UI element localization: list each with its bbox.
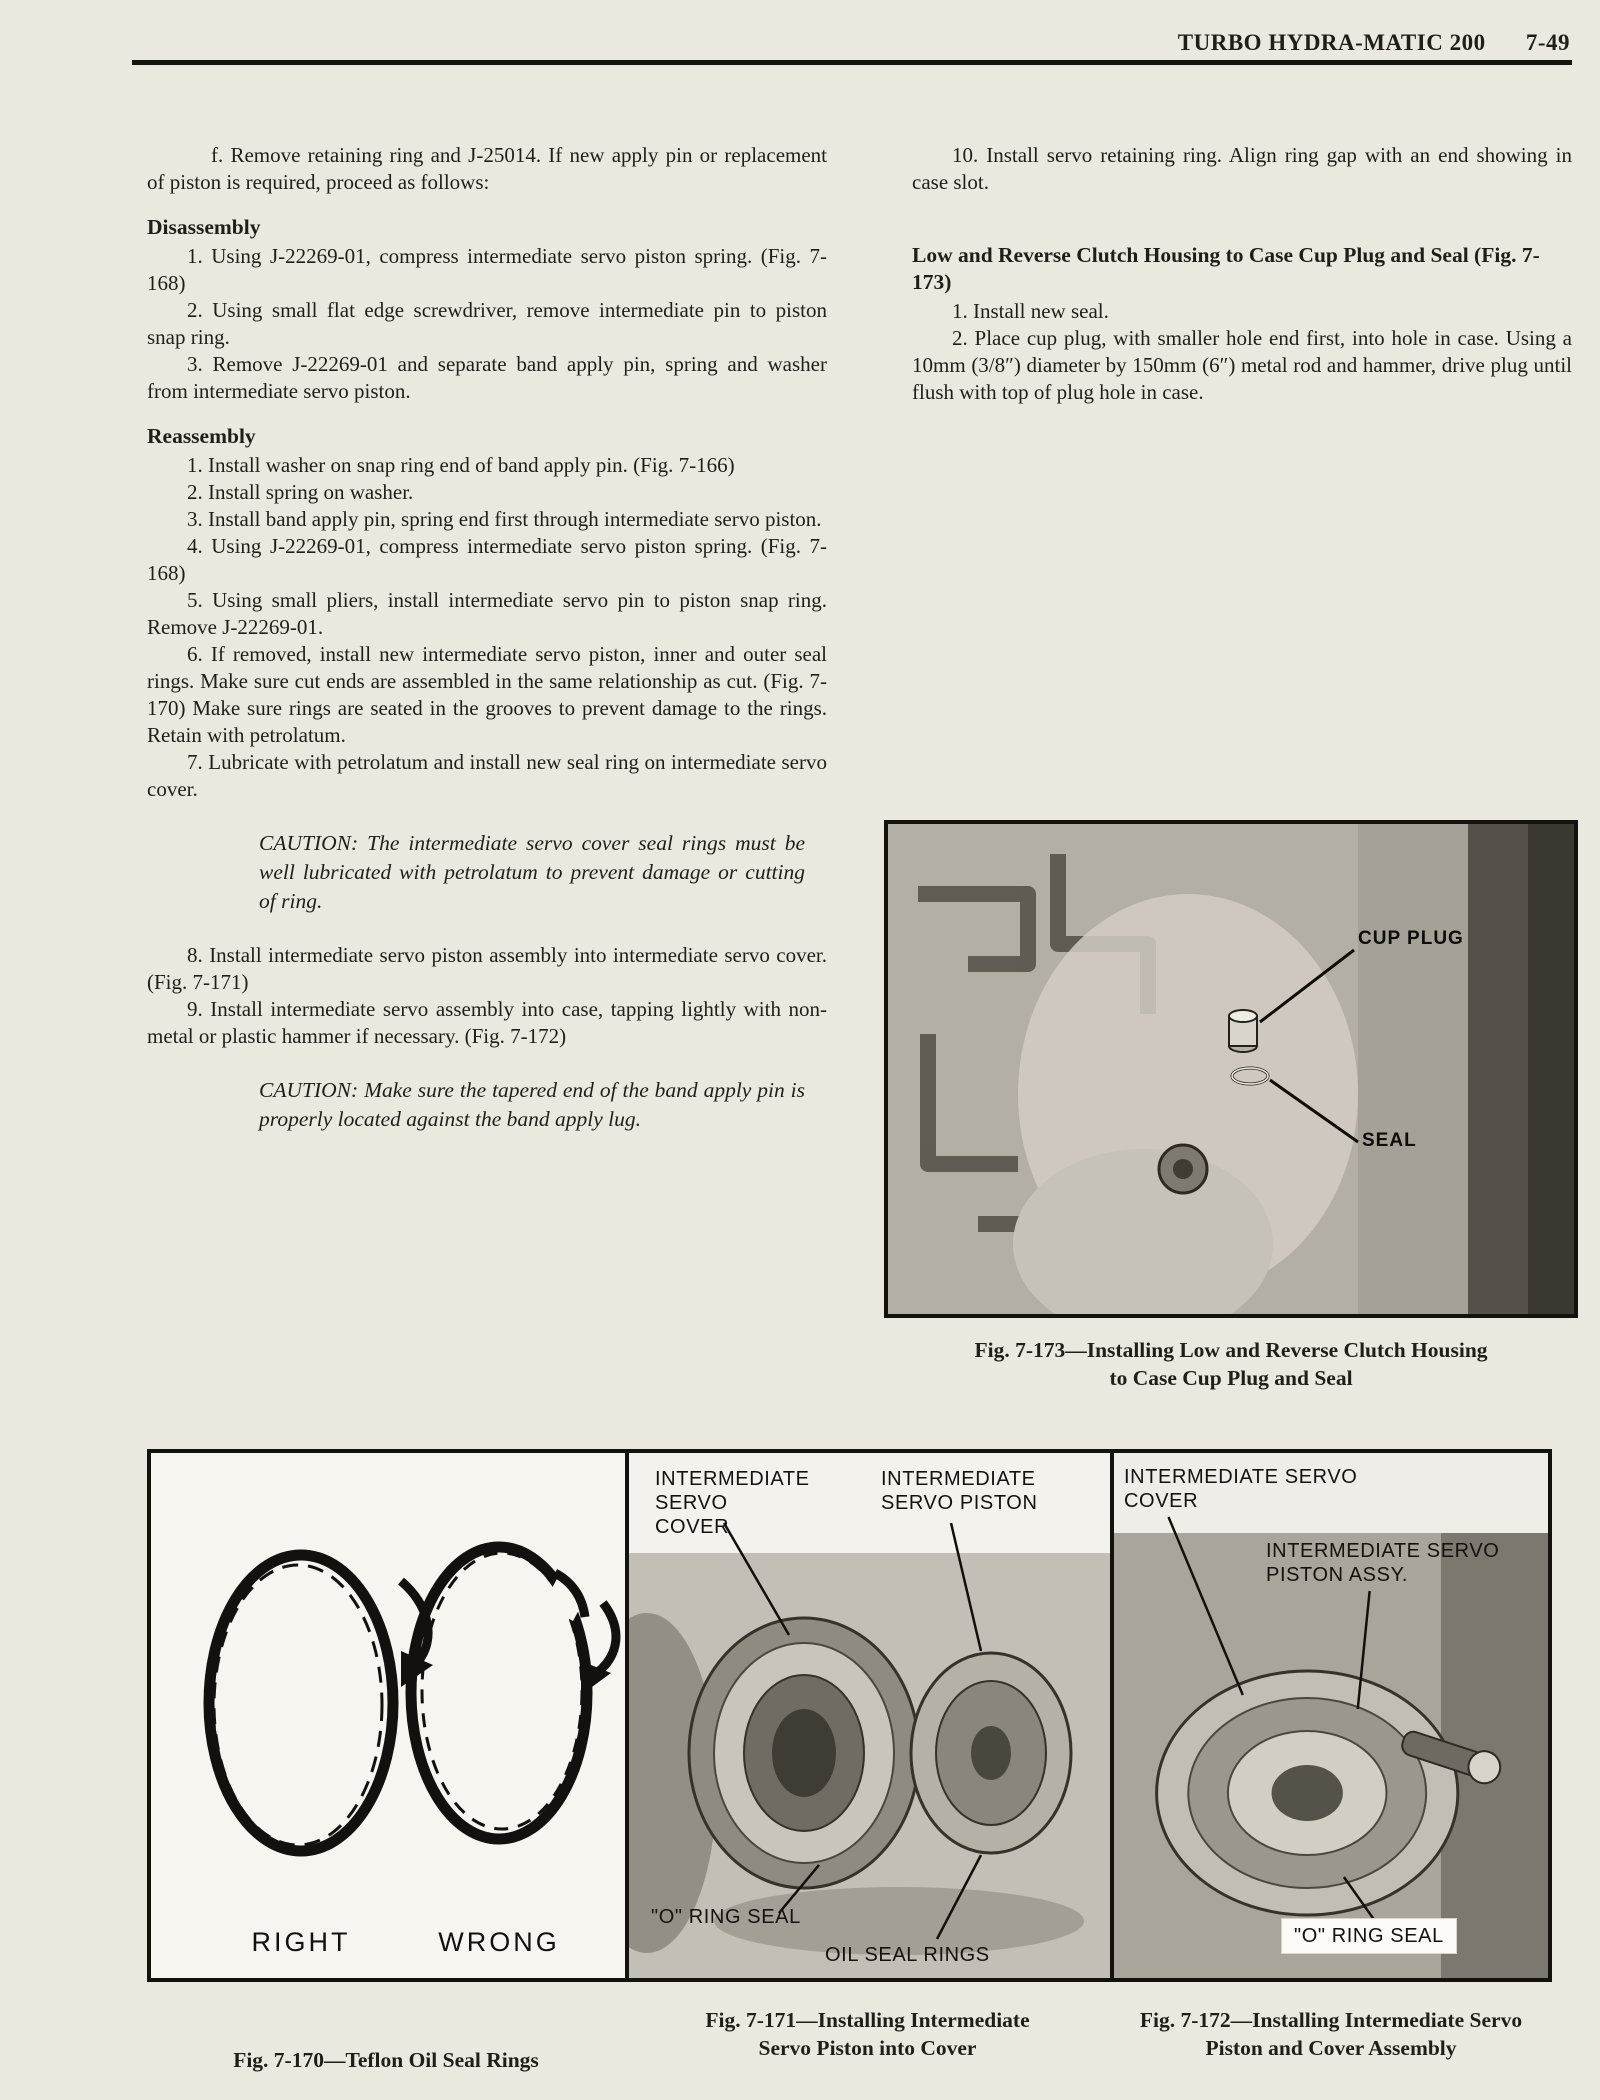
figure-7-171 [629,1453,1114,1978]
intermediate-servo-cover-label: INTERMEDIATE SERVO COVER [655,1468,810,1538]
reassembly-step: 8. Install intermediate servo piston assembly into intermediate servo cover. (Fig. 7-171) [147,943,827,994]
page-number: 7-49 [1525,30,1570,55]
right-column [912,142,1572,406]
intermediate-servo-cover-label: INTERMEDIATE SERVO COVER [1124,1466,1358,1512]
left-column [147,142,827,1160]
reassembly-step: 4. Using J-22269-01, compress intermediate servo piston spring. (Fig. 7-168) [147,534,827,585]
right-label: RIGHT [251,1927,351,1957]
step-10: 10. Install servo retaining ring. Align ring gap with an end showing in case slot. [912,143,1572,194]
cup-plug-label: CUP PLUG [1358,928,1464,949]
fig170-drawing [151,1453,625,1978]
fig172-photo [1114,1453,1548,1978]
o-ring-seal-label: "O" RING SEAL [651,1906,801,1928]
section-step: 1. Install new seal. [952,299,1109,323]
disassembly-step: 1. Using J-22269-01, compress intermediate servo piston spring. (Fig. 7-168) [147,244,827,295]
reassembly-step: 9. Install intermediate servo assembly into case, tapping lightly with non-metal or plastic hammer if necessary. (Fig. 7-172) [147,997,827,1048]
fig173-caption: Fig. 7-173—Installing Low and Reverse Clutch Housing to Case Cup Plug and Seal [974,1338,1488,1390]
page-header-title: TURBO HYDRA-MATIC 200 [1177,30,1486,55]
intermediate-servo-piston-assy-label: INTERMEDIATE SERVO PISTON ASSY. [1266,1540,1500,1586]
oil-seal-rings-label: OIL SEAL RINGS [825,1944,990,1966]
page-header [1178,30,1570,56]
fig173-photo [888,824,1574,1314]
reassembly-step: 7. Lubricate with petrolatum and install new seal ring on intermediate servo cover. [147,750,827,801]
bottom-figure-strip [147,1449,1552,1982]
disassembly-step: 3. Remove J-22269-01 and separate band apply pin, spring and washer from intermediate servo piston. [147,352,827,403]
header-rule [132,60,1572,65]
reassembly-step: 3. Install band apply pin, spring end first through intermediate servo piston. [187,507,822,531]
reassembly-step: 6. If removed, install new intermediate servo piston, inner and outer seal rings. Make sure cut ends are assembled in the same relationship as cut. (Fig. 7-170) Make sure rings are seated in the grooves to prevent damage to the rings. Retain with petrolatum. [147,642,827,747]
section-step: 2. Place cup plug, with smaller hole end first, into hole in case. Using a 10mm (3/8″) diameter by 150mm (6″) metal rod and hammer, drive plug until flush with top of plug hole in case. [912,326,1572,404]
caution-note: CAUTION: Make sure the tapered end of the band apply pin is properly located against the band apply lug. [259,1078,805,1131]
figure-7-172 [1114,1453,1548,1978]
figure-7-173 [884,820,1578,1318]
o-ring-seal-label: "O" RING SEAL [1282,1919,1456,1953]
fig170-caption: Fig. 7-170—Teflon Oil Seal Rings [233,2048,539,2072]
fig171-caption: Fig. 7-171—Installing Intermediate Servo Piston into Cover [705,2008,1030,2060]
reassembly-step: 5. Using small pliers, install intermediate servo pin to piston snap ring. Remove J-22269-01. [147,588,827,639]
disassembly-step: 2. Using small flat edge screwdriver, remove intermediate pin to piston snap ring. [147,298,827,349]
reassembly-step: 1. Install washer on snap ring end of band apply pin. (Fig. 7-166) [187,453,735,477]
intermediate-servo-piston-label: INTERMEDIATE SERVO PISTON [881,1468,1038,1514]
disassembly-heading: Disassembly [147,215,261,239]
intro-paragraph: f. Remove retaining ring and J-25014. If new apply pin or replacement of piston is required, proceed as follows: [147,143,827,194]
section-heading: Low and Reverse Clutch Housing to Case Cup Plug and Seal (Fig. 7-173) [912,243,1540,294]
reassembly-step: 2. Install spring on washer. [187,480,414,504]
figure-7-170 [151,1453,629,1978]
caution-note: CAUTION: The intermediate servo cover seal rings must be well lubricated with petrolatum to prevent damage or cutting of ring. [259,831,805,913]
reassembly-heading: Reassembly [147,424,256,448]
seal-label: SEAL [1362,1130,1417,1151]
wrong-label: WRONG [438,1927,560,1957]
fig172-caption: Fig. 7-172—Installing Intermediate Servo Piston and Cover Assembly [1139,2008,1523,2060]
